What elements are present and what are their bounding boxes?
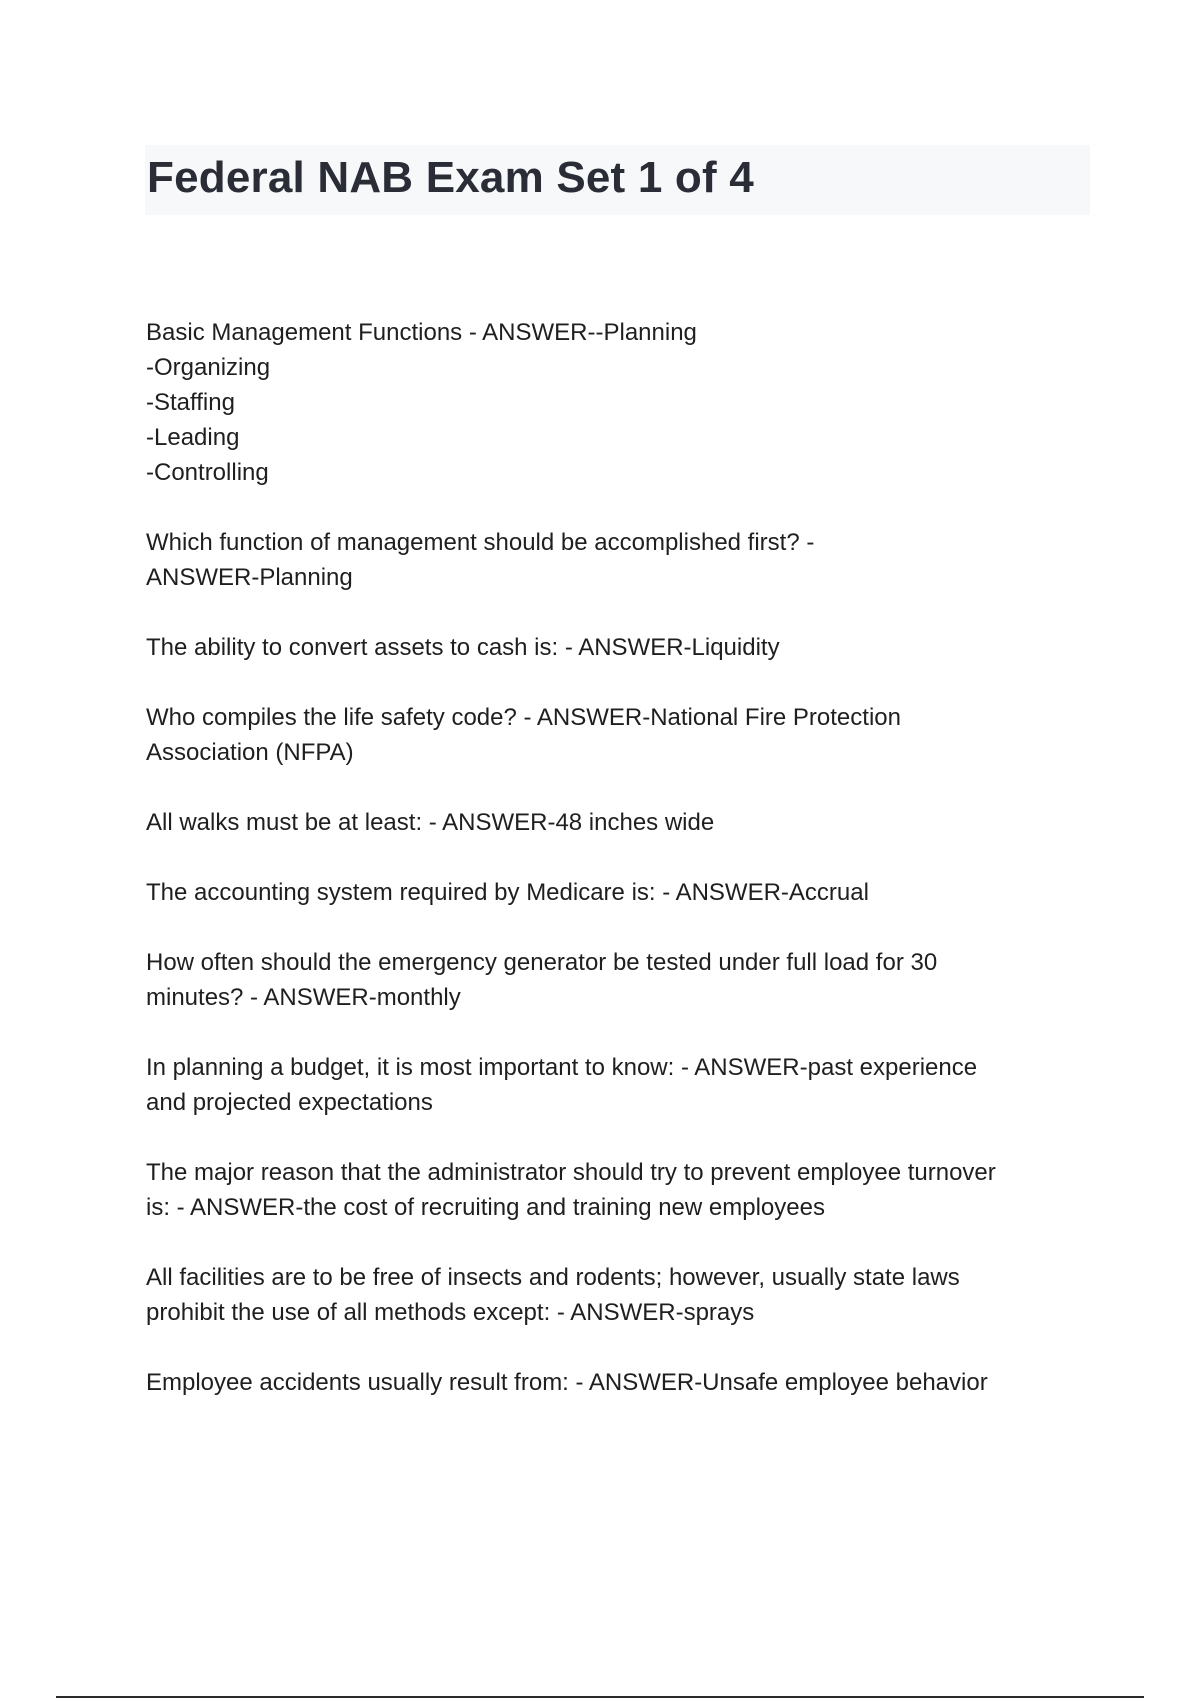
qa-item-employee-accidents [146,1365,1086,1400]
document-title: Federal NAB Exam Set 1 of 4 [147,153,754,202]
qa-line: Who compiles the life safety code? - ANSWER-National Fire Protection [146,704,901,731]
qa-line: -Controlling [146,459,269,486]
qa-list [146,315,1086,1435]
qa-line: The major reason that the administrator should try to prevent employee turnover [146,1159,996,1186]
qa-line: Employee accidents usually result from: - ANSWER-Unsafe employee behavior [146,1369,988,1396]
qa-line: The accounting system required by Medicare is: - ANSWER-Accrual [146,879,869,906]
qa-line: minutes? - ANSWER-monthly [146,984,461,1011]
qa-line: All walks must be at least: - ANSWER-48 inches wide [146,809,715,836]
qa-line: and projected expectations [146,1089,433,1116]
page-bottom-divider [56,1696,1144,1698]
qa-item-generator-test [146,945,1086,1015]
qa-item-pest-control [146,1260,1086,1330]
qa-line: -Organizing [146,354,271,381]
qa-item-management-functions [146,315,1086,490]
qa-line: -Staffing [146,389,235,416]
qa-line: In planning a budget, it is most important to know: - ANSWER-past experience [146,1054,978,1081]
qa-line: -Leading [146,424,240,451]
qa-line: Which function of management should be accomplished first? - [146,529,815,556]
qa-line: How often should the emergency generator be tested under full load for 30 [146,949,938,976]
qa-line: All facilities are to be free of insects and rodents; however, usually state laws [146,1264,960,1291]
qa-line: Basic Management Functions - ANSWER--Planning [146,319,697,346]
qa-item-accounting-system [146,875,1086,910]
qa-item-budget-planning [146,1050,1086,1120]
qa-item-employee-turnover [146,1155,1086,1225]
qa-item-life-safety-code [146,700,1086,770]
qa-line: is: - ANSWER-the cost of recruiting and training new employees [146,1194,825,1221]
qa-item-liquidity [146,630,1086,665]
qa-line: The ability to convert assets to cash is: - ANSWER-Liquidity [146,634,780,661]
qa-line: prohibit the use of all methods except: - ANSWER-sprays [146,1299,755,1326]
qa-line: Association (NFPA) [146,739,354,766]
qa-item-walk-width [146,805,1086,840]
qa-line: ANSWER-Planning [146,564,353,591]
qa-item-first-function [146,525,1086,595]
